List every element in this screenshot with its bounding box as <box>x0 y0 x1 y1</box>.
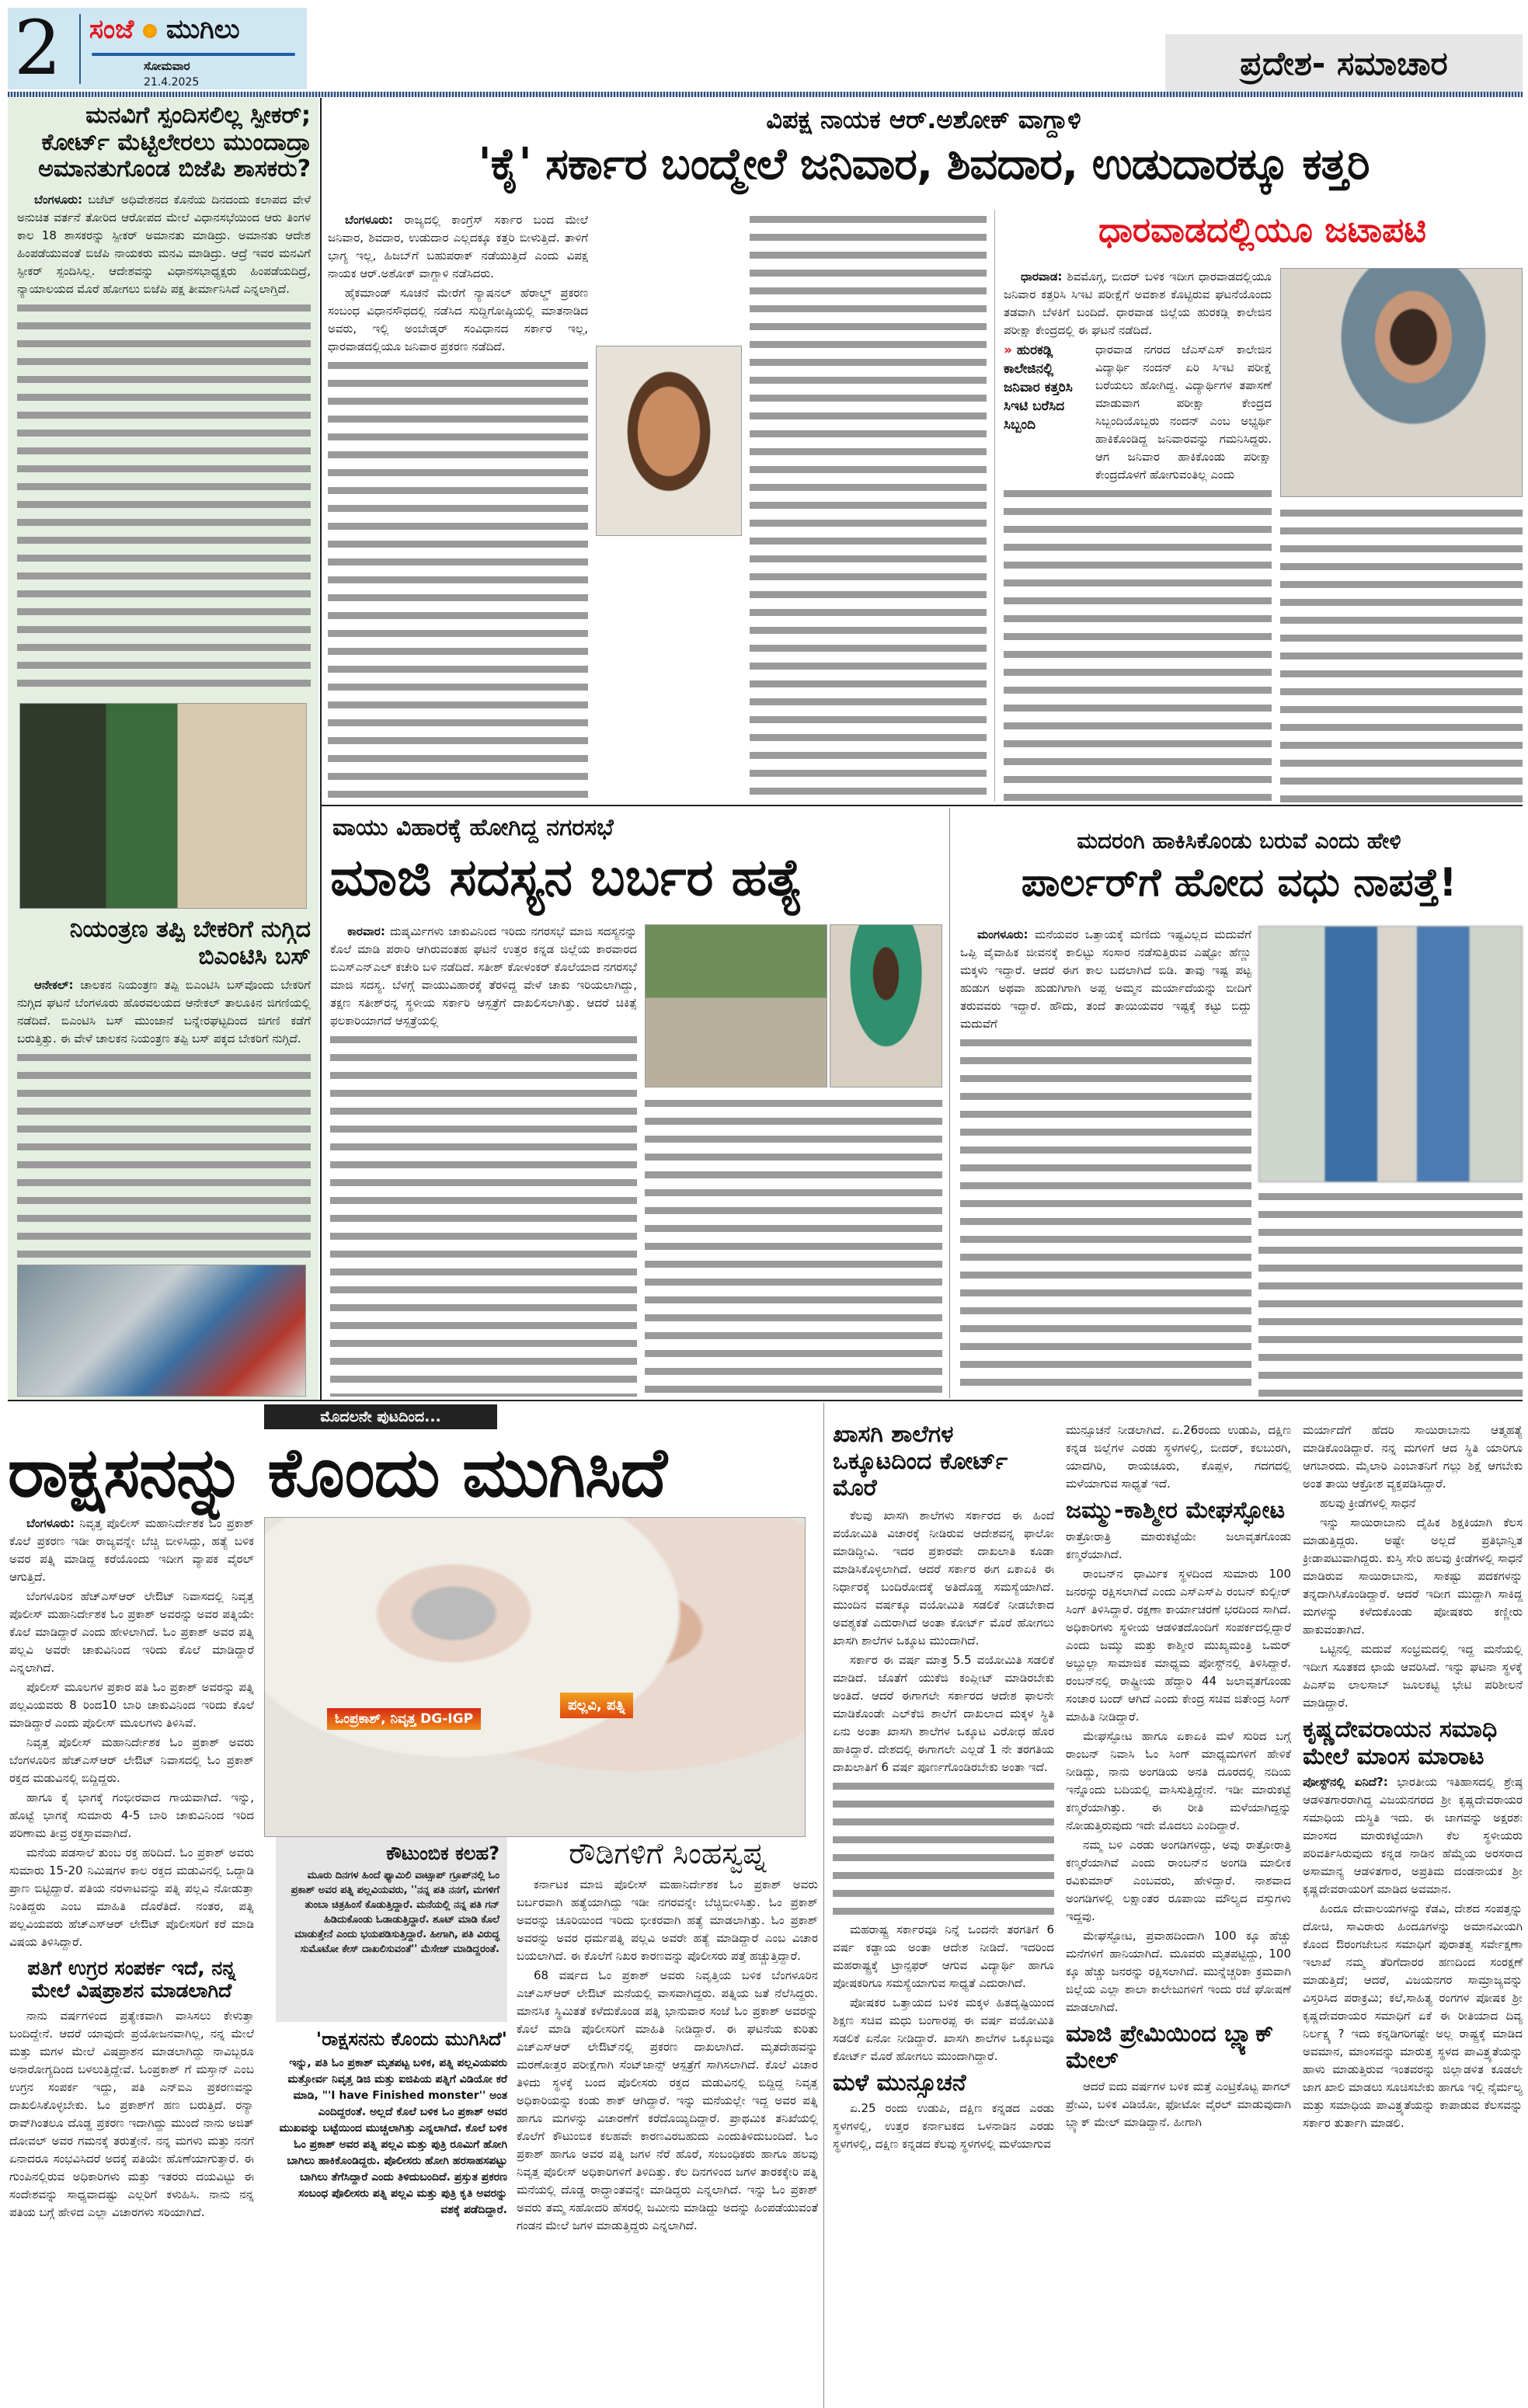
body-paragraph: ಸರ್ಕಾರ ಈ ವರ್ಷ ಮಾತ್ರ 5.5 ವಯೋಮಿತಿ ಸಡಲಿಕೆ ಮಾಡಿದೆ. ಜೊತೆಗೆ ಯುಕೆಜಿ ಕಂಪ್ಲೀಟ್ ಮಾಡಿರಬೇಕು ಅಂತಿದೆ. ಆದರೆ ಈಗಾಗಲೇ ಸರ್ಕಾರದ ಆದೇಶ ಫಾಲನೇ ಮಾಡಿಕೊಂಡೇ ಎಲ್‌ಕೆಜಿ ಶಾಲೆಗೆ ದಾಖಲಾದ ಮಕ್ಕಳ ಸ್ಥಿತಿ ಏನು ಅಂತಾ ಖಾಸಗಿ ಶಾಲೆಗಳ ಒಕ್ಕೂಟ ವಿರೋಧ ಹೊರ ಹಾಕಿದ್ದಾರೆ. ದೇಶದಲ್ಲಿ ಈಗಾಗಲೇ ಎಲ್ಲಡೆ 1 ನೇ ತರಗತಿಯ ದಾಖಲಾತಿಗೆ 6 ವರ್ಷ ಪೂರ್ಣಗೊಂಡಿರಬೇಕು ಅಂತಾ ಇದೆ. <box>833 1652 1054 1774</box>
body-paragraph: ನಾನು ವರ್ಷಗಳಿಂದ ಪ್ರತ್ಯೇಕವಾಗಿ ವಾಸಿಸಲು ಕೇಳುತ್ತಾ ಬಂದಿದ್ದೇನೆ. ಆದರೆ ಯಾವುದೇ ಪ್ರಯೋಜನವಾಗಿಲ್ಲ, ನನ್ನ ಮೇಲೆ ಮತ್ತು ಮಗಳ ಮೇಲೆ ವಿಷಪ್ರಾಶನ ಮಾಡಲಾಗಿದ್ದು ನಾವಿಬ್ಬರೂ ಅನಾರೋಗ್ಯದಿಂದ ಬಳಲುತ್ತಿದ್ದೇವೆ. ಓಂಪ್ರಕಾಶ್ ಗೆ ಮಸ್ತಾನ್ ಎಂಬ ಉಗ್ರನ ಸಂಪರ್ಕ ಇದ್ದು, ಪತಿ ಎನ್‌ಐಎ ಪ್ರಕರಣವನ್ನು ದಾಖಲಿಸಿಕೊಳ್ಳಬೇಕು. ಓಂ ಪ್ರಕಾಶ್‌ಗೆ ಹಣ ಬರುತ್ತಿದೆ. ರನ್ಯಾ ರಾವ್‌ಗಿಂತಲೂ ದೊಡ್ಡ ಪ್ರಕರಣ ಇದಾಗಿದ್ದು ಮುಂದೆ ನಾನು ಅಜಿತ್ ದೋವಲ್ ಅವರ ಗಮನಕ್ಕೆ ತರುತ್ತೇನೆ. ನನ್ನ ಮಗಳು ಮತ್ತು ನನಗೆ ಏನಾದರೂ ಸಂಭವಿಸಿದರೆ ಅದಕ್ಕೆ ಪತಿಯೇ ಹೊಣೆಯಾಗುತ್ತಾರೆ. ಈ ಗುಂಪಿನಲ್ಲಿರುವ ಅಧಿಕಾರಿಗಳು ಮತ್ತು ಇತರರು ದಯವಿಟ್ಟು ಈ ಸಂದೇಶವನ್ನು ಸಾಧ್ಯವಾದಷ್ಟು ಎಲ್ಲರಿಗೆ ಕಳುಹಿಸಿ. ನಾನು ನನ್ನ ಪತಿಯ ಬಗ್ಗೆ ಹೇಳಿದ ಎಲ್ಲಾ ವಿಚಾರಗಳು ಸರಿಯಾಗಿದೆ. <box>9 2008 254 2219</box>
headline: ಮನವಿಗೆ ಸ್ಪಂದಿಸಲಿಲ್ಲ ಸ್ಪೀಕರ್; ಕೋರ್ಟ್ ಮೆಟ್ಟಿಲೇರಲು ಮುಂದಾದ್ರಾ ಅಮಾನತುಗೊಂಡ ಬಿಜೆಪಿ ಶಾಸಕರು? <box>38 103 311 183</box>
photo-label-om-prakash: ಓಂಪ್ರಕಾಶ್, ನಿವೃತ್ತ DG-IGP <box>327 1708 481 1730</box>
cloudburst-headline: ಜಮ್ಮು-ಕಾಶ್ಮೀರ ಮೇಘಸ್ಫೋಟ <box>1066 1497 1286 1524</box>
body-paragraph: 68 ವರ್ಷದ ಓಂ ಪ್ರಕಾಶ್ ಅವರು ನಿವೃತ್ತಿಯ ಬಳಿಕ ಬೆಂಗಳೂರಿನ ಎಚ್‌ಎಸ್‌ಆರ್ ಲೇಔಟ್ ಮನೆಯಲ್ಲಿ ವಾಸವಾಗಿದ್ದರು. ಪತ್ನಿಯ ಜತೆ ನೆಲೆಸಿದ್ದರು. ಮಾನಸಿಕ ಸ್ಥಿಮಿತತೆ ಕಳೆದುಕೊಂಡ ಪತ್ನಿ ಭಾನುವಾರ ಸಂಜೆ ಓಂ ಪ್ರಕಾಶ್ ಅವರನ್ನು ಕೊಲೆ ಮಾಡಿ ಪೊಲೀಸರಿಗೆ ಮಾಹಿತಿ ನೀಡಿದ್ದಾರೆ. ಈ ಘಟನೆಯ ಕುರಿತು ಎಚ್‌ಎಸ್‌ಆರ್ ಲೇಔಟ್‌ನಲ್ಲಿ ಪ್ರಕರಣ ದಾಖಲಾಗಿದೆ. ಮೃತದೇಹವನ್ನು ಮರಣೋತ್ತರ ಪರೀಕ್ಷೆಗಾಗಿ ಸೆಂಟ್‌ಜಾನ್ಸ್ ಆಸ್ಪತ್ರೆಗೆ ಸಾಗಿಸಲಾಗಿದೆ. ಕೊಲೆ ವಿಚಾರ ತಿಳಿದು ಸ್ಥಳಕ್ಕೆ ಬಂದ ಪೊಲೀಸರು ರಕ್ತದ ಮಡುವಿನಲ್ಲಿ ಬಿದ್ದಿದ್ದ ನಿವೃತ್ತ ಅಧಿಕಾರಿಯನ್ನು ಕಂಡು ಶಾಕ್ ಆಗಿದ್ದಾರೆ. ಇನ್ನು ಮನೆಯಲ್ಲೇ ಇದ್ದ ಅವರ ಪತ್ನಿ ಹಾಗೂ ಮಗಳನ್ನು ವಿಚಾರಣೆಗೆ ಕರೆದೊಯ್ಯಿದಿದ್ದಾರೆ. ಪ್ರಾಥಮಿಕ ತನಿಖೆಯಲ್ಲಿ ಕೊಲೆಗೆ ಕೌಟುಂಬಿಕ ಕಲಹವೇ ಕಾರಣವಿರಬಹುದು ಎಂದುತಿಳಿದುಬಂದಿದೆ. ಓಂ ಪ್ರಕಾಶ್ ಹಾಗೂ ಅವರ ಪತ್ನಿ ಜಗಳ ನೆರೆ ಹೊರೆ, ಸಂಬಂಧಿಕರು ಹಾಗೂ ಹಲವು ನಿವೃತ್ತ ಪೊಲೀಸ್ ಅಧಿಕಾರಿಗಳಿಗೆ ತಿಳಿದಿತ್ತು. ಕೆಲ ದಿನಗಳಿಂದ ಜಗಳ ತಾರಕಕ್ಕೇರಿ ಪತ್ನಿ ಮನೆಯಲ್ಲಿ ದೊಡ್ಡ ರಾದ್ಧಾಂತವನ್ನೇ ಮಾಡಿದ್ದರು ಎನ್ನಲಾಗಿದೆ. ಇನ್ನು ಓಂ ಪ್ರಕಾಶ್ ಅವರು ತಮ್ಮ ಸಹೋದರಿ ಹೆಸರಲ್ಲಿ ಜಮೀನು ಮಾಡಿದ್ದು ಅದನ್ನು ಹಿಂಪಡೆಯುವಂತೆ ಗಂಡನ ಮೇಲೆ ಜಗಳ ಮಾಡುತ್ತಿದ್ದರು ಎನ್ನಲಾಗಿದೆ. <box>517 1968 818 2232</box>
body-text-continued <box>330 1032 637 1397</box>
logo-part-1: ಸಂಜೆ <box>89 14 134 45</box>
dharwad-body-col-2 <box>1280 505 1523 802</box>
murder-body-col-1 <box>330 923 637 1397</box>
logo <box>89 14 240 45</box>
date: 21.4.2025 <box>144 76 200 89</box>
body-paragraph: ಬೆಂಗಳೂರಿನ ಹೆಚ್‌ಎಸ್‌ಆರ್ ಲೇಔಟ್ ನಿವಾಸದಲ್ಲಿ ನಿವೃತ್ತ ಪೊಲೀಸ್ ಮಹಾನಿರ್ದೇಶಕ ಓಂ ಪ್ರಕಾಶ್ ಅವರನ್ನು ಅವರ ಪತ್ನಿಯೇ ಕೊಲೆ ಮಾಡಿದ್ದಾರೆ ಎಂದು ಹೇಳಲಾಗಿದೆ. ಓಂ ಪ್ರಕಾಶ್ ಅವರ ಪತ್ನಿ ಪಲ್ಲವಿ ಅವರೇ ಚಾಕುವಿನಿಂದ ಇರಿದು ಕೊಲೆ ಮಾಡಿದ್ದಾರೆ ಎನ್ನಲಾಗಿದೆ. <box>9 1589 254 1675</box>
bride-body-col-1 <box>960 926 1251 1397</box>
lead-body-col-2 <box>750 211 987 802</box>
body-text <box>17 191 311 298</box>
body-paragraph: ನಿವೃತ್ತ ಪೊಲೀಸ್ ಮಹಾನಿರ್ದೇಶಕ ಓಂ ಪ್ರಕಾಶ್ ಅವರು ಬೆಂಗಳೂರಿನ ಹೆಚ್‌ಎಸ್‌ಆರ್ ಲೇಔಟ್ ನಿವಾಸದಲ್ಲಿ ಓಂ ಪ್ರಕಾಶ್ ರಕ್ತದ ಮಡುವಿನಲ್ಲಿ ಬಿದ್ದಿದ್ದರು. <box>9 1735 254 1785</box>
body-paragraph: ದುಷ್ಕರ್ಮಿಗಳು ಚಾಕುವಿನಿಂದ ಇರಿದು ನಗರಸಭೆ ಮಾಜಿ ಸದಸ್ಯನನ್ನು ಕೊಲೆ ಮಾಡಿ ಪರಾರಿ ಆಗಿರುವಂತಹ ಘಟನೆ ಉತ್ತರ ಕನ್ನಡ ಜಿಲ್ಲೆಯ ಕಾರವಾರದ ಬಿಎಸ್‌ಎನ್‌ಎಲ್ ಕಚೇರಿ ಬಳಿ ನಡೆದಿದೆ. ಸತೀಶ್ ಕೋಳಂಕರ್ ಕೊಲೆಯಾದ ನಗರಸಭೆ ಮಾಜಿ ಸದಸ್ಯ. ಬೆಳಗ್ಗೆ ವಾಯುವಿಹಾರಕ್ಕೆ ತೆರಳಿದ್ದ ವೇಳೆ ಚಾಕು ಇರಿಯಲಾಗಿದ್ದು, ತಕ್ಷಣ ಸತೀಶ್‌ರನ್ನ ಸ್ಥಳೀಯ ಸರ್ಕಾರಿ ಆಸ್ಪತ್ರೆಗೆ ದಾಖಲಿಸಲಾಗಿತ್ತು. ಆದರೆ ಚಿಕಿತ್ಸೆ ಫಲಕಾರಿಯಾಗದೆ ಆಸ್ಪತ್ರೆಯಲ್ಲಿ <box>330 924 637 1028</box>
dateline: ಆನೇಕಲ್: <box>34 978 74 992</box>
body-text-continued <box>17 300 311 694</box>
crime-scene-photo <box>645 924 827 1087</box>
column-rule <box>949 808 950 1398</box>
body-text-continued <box>750 211 987 802</box>
continuation-headline: ರಾಕ್ಷಸನನ್ನು ಕೊಂದು ಮುಗಿಸಿದೆ <box>8 1432 667 1512</box>
dateline: ಪೋಸ್ಟ್‌ನಲ್ಲಿ ಏನಿದೆ?: <box>1303 1775 1388 1789</box>
body-text <box>330 923 637 1030</box>
sub-headline: ರೌಡಿಗಳಿಗೆ ಸಿಂಹಸ್ವಪ್ನ <box>569 1837 766 1870</box>
dateline: ಕಾರವಾರ: <box>347 924 385 938</box>
callout-box <box>1004 341 1089 485</box>
body-paragraph: ಇನ್ನು, ಪತಿ ಓಂ ಪ್ರಕಾಶ್ ಮೃತಪಟ್ಟ ಬಳಿಕ, ಪತ್ನಿ ಪಲ್ಲವಿಯವರು ಮತ್ತೋರ್ವ ನಿವೃತ್ತ ಡಿಜಿ ಮತ್ತು ಐಜಿಪಿಯ ಪತ್ನಿಗೆ ವಿಡಿಯೋ ಕರೆ ಮಾಡಿ, "'I have Finished monster'' ಅಂತ ಎಂದಿದ್ದರಂತೆ. ಅಲ್ಲದೆ ಕೊಲೆ ಬಳಿಕ ಓಂ ಪ್ರಕಾಶ್ ಅವರ ಮುಖವನ್ನು ಬಟ್ಟೆಯಿಂದ ಮುಚ್ಚಲಾಗಿತ್ತು ಎನ್ನಲಾಗಿದೆ. ಕೊಲೆ ಬಳಿಕ ಓಂ ಪ್ರಕಾಶ್ ಅವರ ಪತ್ನಿ ಪಲ್ಲವಿ ಮತ್ತು ಪುತ್ರಿ ರೂಮಿಗೆ ಹೋಗಿ ಬಾಗಿಲು ಹಾಕಿಕೊಂಡಿದ್ದರು. ಪೊಲೀಸರು ಹೋಗಿ ಹರಸಾಹಸಪಟ್ಟು ಬಾಗಿಲು ತೆಗೆಸಿದ್ದಾರೆ ಎಂದು ತಿಳಿದುಬಂದಿದೆ. ಪ್ರಸ್ತುತ ಪ್ರಕರಣ ಸಂಬಂಧ ಪೊಲೀಸರು ಪತ್ನಿ ಪಲ್ಲವಿ ಮತ್ತು ಪುತ್ರಿ ಕೃತಿ ಅವರನ್ನು ವಶಕ್ಕೆ ಪಡೆದಿದ್ದಾರೆ. <box>279 2056 507 2216</box>
body-text <box>328 211 588 283</box>
body-paragraph: ಶಿವಮೊಗ್ಗ, ಬೀದರ್ ಬಳಿಕ ಇದೀಗ ಧಾರವಾಡದಲ್ಲಿಯೂ ಜನಿವಾರ ಕತ್ತರಿಸಿ ಸಿಇಟಿ ಪರೀಕ್ಷೆಗೆ ಅವಕಾಶ ಕೊಟ್ಟಿರುವ ಘಟನೆಯೊಂದು ತಡವಾಗಿ ಬೆಳಕಿಗೆ ಬಂದಿದೆ. ಧಾರವಾಡ ಜಿಲ್ಲೆಯ ಹುರಕಡ್ಲಿ ಕಾಲೇಜಿನ ಪರೀಕ್ಷಾ ಕೇಂದ್ರದಲ್ಲಿ ಈ ಘಟನೆ ನಡೆದಿದೆ. <box>1004 270 1272 337</box>
dateline: ಮಂಗಳೂರು: <box>977 927 1029 941</box>
dateline: ಬೆಂಗಳೂರು: <box>345 213 394 227</box>
body-text-continued <box>833 1778 1054 1921</box>
body-paragraph: ಹೈಕಮಾಂಡ್ ಸೂಚನೆ ಮೇರೆಗೆ ನ್ಯಾಷನಲ್ ಹೆರಾಲ್ಡ್ ಪ್ರಕರಣ ಸಂಬಂಧ ವಿಧಾನಸೌಧದಲ್ಲಿ ನಡೆಸಿದ ಸುದ್ದಿಗೋಷ್ಠಿಯಲ್ಲಿ ಮಾತನಾಡಿದ ಅವರು, ಇಲ್ಲಿ ಅಂಬೇಡ್ಕರ್ ಸಂವಿಧಾನದ ಸರ್ಕಾರ ಇಲ್ಲ, ಧಾರವಾಡದಲ್ಲಿಯೂ ಜನಿವಾರ ಪ್ರಕರಣ ನಡೆದಿದೆ. <box>328 286 588 353</box>
rowdy-sub-story <box>517 1837 818 2406</box>
body-paragraph: ಮನೆಯ ಪಡಸಾಲೆ ತುಂಬ ರಕ್ತ ಹರಿದಿದೆ. ಓಂ ಪ್ರಕಾಶ್ ಅವರು ಸುಮಾರು 15-20 ನಿಮಿಷಗಳ ಕಾಲ ರಕ್ತದ ಮಡುವಿನಲ್ಲಿ ಒದ್ದಾಡಿ ಪ್ರಾಣ ಬಿಟ್ಟಿದ್ದಾರೆ. ಪತಿಯ ನರಳಾಟವನ್ನು ಪತ್ನಿ ಪಲ್ಲವಿ ನೋಡುತ್ತಾ ನಿಂತಿದ್ದರು ಎಂಬ ಮಾಹಿತಿ ದೊರೆತಿದೆ. ನಂತರ, ಪತ್ನಿ ಪಲ್ಲವಿಯವರು ಹೆಚ್‌ಎಸ್‌ಆರ್ ಲೇಔಟ್ ಪೊಲೀಸರಿಗೆ ಕರೆ ಮಾಡಿ ವಿಷಯ ತಿಳಿಸಿದ್ದಾರೆ. <box>9 1846 254 1949</box>
body-paragraph: ನಿವೃತ್ತ ಪೊಲೀಸ್ ಮಹಾನಿರ್ದೇಶಕ ಓಂ ಪ್ರಕಾಶ್ ಕೊಲೆ ಪ್ರಕರಣ ಇಡೀ ರಾಜ್ಯವನ್ನೇ ಬೆಚ್ಚಿ ಬೀಳಿಸಿದ್ದು, ಹತ್ಯೆ ಬಳಿಕ ಅವರ ಪತ್ನಿ ಮಾಡಿದ್ದ ಕರೆಯೊಂದು ಇದೀಗ ವ್ಯಾಪಕ ವೈರಲ್ ಆಗುತ್ತಿದೆ. <box>9 1516 254 1584</box>
body-text <box>960 926 1251 1033</box>
blackmail-headline: ಮಾಜಿ ಪ್ರೇಮಿಯಿಂದ ಬ್ಲ್ಯಾಕ್ ಮೇಲ್ <box>1066 2020 1274 2074</box>
rain-headline: ಮಳೆ ಮುನ್ಸೂಚನೆ <box>833 2069 966 2097</box>
body-paragraph: ಹಾಗೂ ಕೈ ಭಾಗಕ್ಕೆ ಗಂಭೀರವಾದ ಗಾಯವಾಗಿದೆ. ಇನ್ನು, ಹೊಟ್ಟೆ ಭಾಗಕ್ಕೆ ಸುಮಾರು 4-5 ಬಾರಿ ಚಾಕುವಿನಿಂದ ಇರಿದ ಪರಿಣಾಮ ತೀವ್ರ ರಕ್ತಸ್ರಾವವಾಗಿದೆ. <box>9 1790 254 1840</box>
body-paragraph: ಧಾರವಾಡ ನಗರದ ಜೆಎಸ್‌ಎಸ್ ಕಾಲೇಜಿನ ವಿದ್ಯಾರ್ಥಿ ನಂದನ್ ಏರಿ ಸಿಇಟಿ ಪರೀಕ್ಷೆ ಬರೆಯಲು ಹೋಗಿದ್ದ. ವಿದ್ಯಾರ್ಥಿಗಳ ತಪಾಸಣೆ ಮಾಡುವಾಗ ಪರೀಕ್ಷಾ ಕೇಂದ್ರದ ಸಿಬ್ಬಂದಿಯೊಬ್ಬರು ನಂದನ್ ಎಂಬ ಅಭ್ಯರ್ಥಿ ಹಾಕಿಕೊಂಡಿದ್ದ ಜನಿವಾರವನ್ನು ಗಮನಿಸಿದ್ದರು. ಆಗ ಜನಿವಾರ ಹಾಕಿಕೊಂಡು ಪರೀಕ್ಷಾ ಕೇಂದ್ರದೊಳಗೆ ಹೋಗುವಂತಿಲ್ಲ ಎಂದು <box>1095 343 1272 482</box>
body-paragraph: ಪೊಲೀಸ್ ಮೂಲಗಳ ಪ್ರಕಾರ ಪತಿ ಓಂ ಪ್ರಕಾಶ್ ಅವರನ್ನು ಪತ್ನಿ ಪಲ್ಲವಿಯವರು 8 ರಿಂದ10 ಬಾರಿ ಚಾಕುವಿನಿಂದ ಇರಿದು ಕೊಲೆ ಮಾಡಿದ್ದಾರೆ ಎಂದು ಪೊಲೀಸ್ ಮೂಲಗಳು ತಿಳಿಸಿವೆ. <box>9 1680 254 1730</box>
divider <box>79 14 81 84</box>
sub-headline: ಪತಿಗೆ ಉಗ್ರರ ಸಂಪರ್ಕ ಇದೆ, ನನ್ನ ಮೇಲೆ ವಿಷಪ್ರಾಶನ ಮಾಡಲಾಗಿದೆ <box>27 1957 236 2002</box>
callout-text: ಹುರಕಡ್ಲಿ ಕಾಲೇಜಿನಲ್ಲಿ ಜನಿವಾರ ಕತ್ತರಿಸಿ ಸಿಇಟಿ ಬರೆಸಿದ ಸಿಬ್ಬಂದಿ <box>1004 343 1073 433</box>
continuation-kicker: ಮೊದಲನೇ ಪುಟದಿಂದ... <box>264 1404 497 1429</box>
dharwad-headline: ಧಾರವಾಡದಲ್ಲಿಯೂ ಜಟಾಪಟಿ <box>1098 211 1427 250</box>
murder-headline: ಮಾಜಿ ಸದಸ್ಯನ ಬರ್ಬರ ಹತ್ಯೆ <box>330 847 803 907</box>
body-paragraph: ರಾತ್ರೋರಾತ್ರಿ ಮಾರುಕಟ್ಟೆಯೇ ಜಲಾವೃತಗೊಂಡು ಕಣ್ಮರೆಯಾಗಿದೆ. <box>1066 1529 1291 1561</box>
masthead <box>8 5 307 92</box>
body-text-continued <box>1004 485 1272 802</box>
body-text-continued <box>17 1049 311 1258</box>
body-paragraph: ಬಜೆಟ್ ಅಧಿವೇಶನದ ಕೊನೆಯ ದಿನದಂದು ಕಲಾಪದ ವೇಳೆ ಅನುಚಿತ ವರ್ತನೆ ತೋರಿದ ಆರೋಪದ ಮೇಲೆ ವಿಧಾನಸಭೆಯಿಂದ ಆರು ತಿಂಗಳ ಕಾಲ 18 ಶಾಸಕರನ್ನು ಸ್ಪೀಕರ್ ಅಮಾನತು ಮಾಡಿದ್ರು. ಅಮಾನತು ಆದೇಶ ಹಿಂಪಡೆಯುವಂತೆ ಬಿಜೆಪಿ ನಾಯಕರು ಮನವಿ ಮಾಡಿದ್ರು. ಆದ್ರೆ ಇವರ ಮನವಿಗೆ ಸ್ಪೀಕರ್ ಸ್ಪಂದಿಸಿಲ್ಲ. ಆದೇಶವನ್ನು ವಿಧಾನಸಭಾಧ್ಯಕ್ಷರು ಹಿಂಪಡೆಯದಿದ್ರೆ, ನ್ಯಾಯಾಲಯದ ಮೊರೆ ಹೋಗಲು ಬಿಜೆಪಿ ಪಕ್ಷ ತೀರ್ಮಾನಿಸಿದೆ ಎನ್ನಲಾಗ್ತಿದೆ. <box>17 192 311 296</box>
body-paragraph: ಒಟ್ಟಿನಲ್ಲಿ ಮದುವೆ ಸಂಭ್ರಮದಲ್ಲಿ ಇದ್ದ ಮನೆಯಲ್ಲಿ ಇದೀಗ ಸೂತಕದ ಛಾಯೆ ಆವರಿಸಿದೆ. ಇನ್ನು ಘಟನಾ ಸ್ಥಳಕ್ಕೆ ಪಿಎಸ್‌ಐ ಲಾಲಸಾಬ್ ಜೂಲಕಟ್ಟಿ ಭೇಟಿ ಪರಿಶೀಲನೆ ಮಾಡಿದ್ದಾರೆ. <box>1303 1642 1523 1710</box>
student-photo <box>1280 268 1523 497</box>
logo-part-2: ಮುಗಿಲು <box>166 14 240 45</box>
bus-accident-photo <box>17 1265 306 1397</box>
body-paragraph: ಮುನ್ಸೂಚನೆ ನೀಡಲಾಗಿದೆ. ಏ.26ರಂದು ಉಡುಪಿ, ದಕ್ಷಿಣ ಕನ್ನಡ ಜಿಲ್ಲೆಗಳ ಎರಡು ಸ್ಥಳಗಳಲ್ಲಿ, ಬೀದರ್, ಕಲಬುರಗಿ, ಯಾದಗಿರಿ, ರಾಯಚೂರು, ಕೊಪ್ಪಳ, ಗದಗದಲ್ಲಿ ಮಳೆಯಾಗುವ ಸಾಧ್ಯತೆ ಇದೆ. <box>1066 1423 1291 1491</box>
lead-body-col-1 <box>328 211 588 802</box>
bride-headline: ಪಾರ್ಲರ್‌ಗೆ ಹೋದ ವಧು ನಾಪತ್ತೆ! <box>1021 860 1457 905</box>
body-paragraph: ಆದರೆ ಐದು ವರ್ಷಗಳ ಬಳಿಕ ಮತ್ತೆ ಎಂಟ್ರಿಕೊಟ್ಟ ಪಾಗಲ್ ಪ್ರೇಮಿ, ಬಳಿಕ ವಿಡಿಯೋ, ಫೋಟೋ ವೈರಲ್ ಮಾಡುವುದಾಗಿ ಬ್ಲ್ಯಾಕ್ ಮೇಲ್ ಮಾಡಿದ್ದಾನೆ. ಹೀಗಾಗಿ <box>1066 2079 1291 2129</box>
body-paragraph: ಇನ್ನು ಸಾಯಿರಾಬಾನು ದೈಹಿಕ ಶಿಕ್ಷಕಿಯಾಗಿ ಕೆಲಸ ಮಾಡುತ್ತಿದ್ದರು. ಅಷ್ಟೇ ಅಲ್ಲದೆ ಪ್ರತಿಭಾನ್ವಿತ ಕ್ರೀಡಾಪಟುವಾಗಿದ್ದರು. ಕುಸ್ತಿ ಸೇರಿ ಹಲವು ಕ್ರೀಡೆಗಳಲ್ಲಿ ಸಾಧನೆ ಮಾಡಿರುವ ಸಾಯಿರಾಬಾನು, ಸಾಕಷ್ಟು ಪದಕಗಳನ್ನು ತನ್ನದಾಗಿಸಿಕೊಂಡಿದ್ದಾರೆ. ಆದರೆ ಇದೀಗ ಮುದ್ದಾಗಿ ಸಾಕಿದ್ದ ಮಗಳನ್ನು ಕಳೆದುಕೊಂಡು ಪೋಷಕರು ಕಣ್ಣೀರು ಹಾಕುವಂತಾಗಿದೆ. <box>1303 1515 1523 1637</box>
body-paragraph: ನಮ್ಮ ಬಳಿ ಎರಡು ಅಂಗಡಿಗಳಿದ್ದು, ಅವು ರಾತ್ರೋರಾತ್ರಿ ಕಣ್ಮರೆಯಾಗಿವೆ ಎಂದು ರಾಂಬನ್‌ನ ಅಂಗಡಿ ಮಾಲೀಕ ರವಿಕುಮಾರ್ ಎಂಬವರು, ಹೇಳಿದ್ದಾರೆ. ನಾಶವಾದ ಅಂಗಡಿಗಳಲ್ಲಿ ಲಕ್ಷಾಂತರ ರೂಪಾಯಿ ಮೌಲ್ಯದ ವಸ್ತುಗಳು ಇದ್ದವು. <box>1066 1837 1291 1923</box>
column-rule <box>994 210 995 802</box>
right-col-3 <box>1303 1421 1523 2406</box>
body-paragraph: ಭಾರತೀಯ ಇತಿಹಾಸದಲ್ಲಿ ಶ್ರೇಷ್ಠ ಆಡಳಿತಗಾರರಾಗಿದ್ದ ವಿಜಯನಗರದ ಶ್ರೀ ಕೃಷ್ಣದೇವರಾಯರ ಸಮಾಧಿಯ ದುಸ್ಥಿತಿ ಇದು. ಈ ಜಾಗವನ್ನು ಅಕ್ಷರಶಃ ಮಾಂಸದ ಮಾರುಕಟ್ಟೆಯಾಗಿ ಕೆಲ ಸ್ಥಳೀಯರು ಪರಿವರ್ತಿಸಿರುವುದು ಕನ್ನಡ ನಾಡಿನ ಹೆಮ್ಮೆಯ ಅರಸರಾದ ಅಸಾಮಾನ್ಯ ಆಡಳಿತಗಾರ, ಅಪ್ರತಿಮ ದಂಡನಾಯಕ ಶ್ರೀ ಕೃಷ್ಣದೇವರಾಯರಿಗೆ ಮಾಡಿದ ಅವಮಾನ. <box>1303 1775 1523 1896</box>
lead-kicker: ವಿಪಕ್ಷ ನಾಯಕ ಆರ್.ಅಶೋಕ್ ವಾಗ್ದಾಳಿ <box>766 105 1081 134</box>
dateline: ಬೆಂಗಳೂರು: <box>34 192 83 207</box>
body-text <box>9 1515 254 1586</box>
body-paragraph: ಮನೆಯವರ ಒತ್ತಾಯಕ್ಕೆ ಮಣಿದು ಇಷ್ಟವಿಲ್ಲದ ಮದುವೆಗೆ ಒಪ್ಪಿ ವೈವಾಹಿಕ ಜೀವನಕ್ಕೆ ಕಾಲಿಟ್ಟು ಸಂಸಾರ ನಡೆಸುತ್ತಿರುವ ಎಷ್ಟೋ ಹೆಣ್ಣು ಮಕ್ಕಳು ಇದ್ದಾರೆ. ಆದರೆ ಈಗ ಕಾಲ ಬದಲಾಗಿದೆ ಬಿಡಿ. ತಾವು ಇಷ್ಟ ಪಟ್ಟ ಹುಡುಗ ಅಥವಾ ಹುಡುಗಿಗಾಗಿ ಅಪ್ಪ ಅಮ್ಮನ ಮರ್ಯಾದೆಯನ್ನು ಬೀದಿಗೆ ತರುವವರು ಇದ್ದಾರೆ. ಹೌದು, ತಂದೆ ತಾಯಿಯವರ ಇಷ್ಟಕ್ಕೆ ಕಟ್ಟು ಬಿದ್ದು ಮದುವೆಗೆ <box>960 927 1251 1031</box>
sidebar-body: ಮೂರು ದಿನಗಳ ಹಿಂದೆ ಫ್ಯಾಮಿಲಿ ವಾಟ್ಸಾಪ್ ಗ್ರೂಪ್‌ನಲ್ಲಿ ಓಂ ಪ್ರಕಾಶ್ ಅವರ ಪತ್ನಿ ಪಲ್ಲವಿಯವರು, ''ನನ್ನ ಪತಿ ನನಗೆ, ಮಗಳಿಗೆ ತುಂಬಾ ಚಿತ್ರಹಿಂಸೆ ಕೊಡುತ್ತಿದ್ದಾರೆ. ಮನೆಯಲ್ಲಿ ನನ್ನ ಪತಿ ಗನ್ ಹಿಡಿದುಕೊಂಡು ಓಡಾಡುತ್ತಿದ್ದಾರೆ. ಶೂಟ್ ಮಾಡಿ ಕೊಲೆ ಮಾಡುತ್ತೇನೆ ಎಂದು ಭಯಪಡಿಸುತ್ತಿದ್ದಾರೆ. ಹೀಗಾಗಿ, ಪತಿ ವಿರುದ್ಧ ಸುಮೊಟೋ ಕೇಸ್ ದಾಖಲಿಸುವಂತೆ'' ಮೆಸೇಜ್ ಮಾಡಿದ್ದರಂತೆ. <box>291 1869 499 1955</box>
section-label: ಪ್ರದೇಶ- ಸಮಾಚಾರ <box>1165 34 1523 93</box>
bride-body-col-2 <box>1258 1188 1523 1397</box>
section-rule <box>322 805 1523 806</box>
tomb-headline: ಕೃಷ್ಣದೇವರಾಯನ ಸಮಾಧಿ ಮೇಲೆ ಮಾಂಸ ಮಾರಾಟ <box>1303 1716 1498 1770</box>
right-col-2 <box>1066 1421 1291 2406</box>
column-rule <box>320 98 322 1401</box>
right-col-1 <box>833 1421 1054 2406</box>
bride-kicker: ಮದರಂಗಿ ಹಾಕಿಸಿಕೊಂಡು ಬರುವೆ ಎಂದು ಹೇಳಿ <box>1077 828 1401 854</box>
body-paragraph: ರಾಜ್ಯದಲ್ಲಿ ಕಾಂಗ್ರೆಸ್ ಸರ್ಕಾರ ಬಂದ ಮೇಲೆ ಜನಿವಾರ, ಶಿವದಾರ, ಉಡುದಾರ ಎಲ್ಲದಕ್ಕೂ ಕತ್ತರಿ ಬೀಳುತ್ತಿದೆ. ತಾಳಿಗೆ ಭಾಗ್ಯ ಇಲ್ಲ, ಹಿಜಬ್‌ಗೆ ಬಹುಪರಾಕ್ ನಡೆಯುತ್ತಿದೆ ಎಂದು ವಿಪಕ್ಷ ನಾಯಕ ಆರ್.ಅಶೋಕ್ ವಾಗ್ದಾಳಿ ನಡೆಸಿದರು. <box>328 213 588 280</box>
headline: ನಿಯಂತ್ರಣ ತಪ್ಪಿ ಬೇಕರಿಗೆ ನುಗ್ಗಿದ ಬಿಎಂಟಿಸಿ ಬಸ್ <box>69 917 311 970</box>
dharwad-body-col-1 <box>1004 268 1272 802</box>
body-paragraph: ಹಿಂದೂ ದೇವಾಲಯಗಳನ್ನು ಕೆಡವಿ, ದೇಶದ ಸಂಪತ್ತನ್ನು ದೋಚಿ, ಸಾವಿರಾರು ಹಿಂದೂಗಳನ್ನು ಅಮಾನವೀಯಗಿ ಕೊಂದ ಔರಂಗಜೇಬನ ಸಮಾಧಿಗೆ ಪುರಾತತ್ವ ಸರ್ವೇಕ್ಷಣಾ ಇಲಾಖೆ ನಮ್ಮ ತೆರಿಗೆದಾರರ ಹಣದಿಂದ ಸಂರಕ್ಷಣೆ ಮಾಡುತ್ತಿದೆ; ಆದರೆ, ವಿಜಯನಗರ ಸಾಮ್ರಾಜ್ಯವನ್ನು ವಿಸ್ತರಿಸಿದ ಪರಾಕ್ರಮಿ; ಕಲೆ,ಸಾಹಿತ್ಯ ರಂಗಗಳ ಪೋಷಕ ಶ್ರೀ ಕೃಷ್ಣದೇವರಾಯರ ಸಮಾಧಿಗೆ ಏಕೆ ಈ ರೀತಿಯಾದ ದಿವ್ಯ ನಿರ್ಲಕ್ಷ್ಯ ? ಇದು ಕನ್ನಡಿಗರಿಗಷ್ಟೇ ಅಲ್ಲ ರಾಷ್ಟ್ರಕ್ಕೆ ಮಾಡಿದ ಅವಮಾನ, ಮಾಂಸವನ್ನು ಮಾರುತ್ತ ಸ್ಥಳದ ಪಾವಿತ್ರ್ಯತೆಯನ್ನು ಹಾಳು ಮಾಡುತ್ತಿರುವ ಇಂತವರನ್ನು ಜಿಲ್ಲಾಡಳಿತ ಕೂಡಲೇ ಜಾಗ ಖಾಲಿ ಮಾಡಲು ಸೂಚಿಸಬೇಕು ಹಾಗೂ ಇಲ್ಲಿ ನೈರ್ಮಲ್ಯ ಮತ್ತು ಸಮಾಧಿಯ ಪಾವಿತ್ರ್ಯತೆಯನ್ನು ಕಾಪಾಡುವ ಕೆಲಸವನ್ನು ಸರ್ಕಾರ ತುರ್ತಾಗಿ ಮಾಡಲಿ. <box>1303 1902 1523 2130</box>
assembly-photo <box>19 703 307 909</box>
body-paragraph: ಪೋಷಕರ ಒತ್ತಾಯದ ಬಳಿಕ ಮಕ್ಕಳ ಹಿತದೃಷ್ಟಿಯಿಂದ ಶಿಕ್ಷಣ ಸಚಿವ ಮಧು ಬಂಗಾರಪ್ಪ ಈ ವರ್ಷ ವಯೋಮಿತಿ ಸಡಲಿಕೆ ಏನೋ ನೀಡಿದ್ದಾರೆ. ಖಾಸಗಿ ಶಾಲೆಗಳ ಒಕ್ಕೂಟವೂ ಕೋರ್ಟ್ ಮೊರೆ ಹೋಗಲು ಮುಂದಾಗಿದ್ದಾರೆ. <box>833 1995 1054 2063</box>
header-rule <box>8 92 1523 97</box>
murder-body-col-2 <box>645 1095 942 1397</box>
body-text-continued <box>645 1095 942 1397</box>
callout-row <box>1004 341 1272 485</box>
body-text <box>1004 268 1272 339</box>
continuation-body-col <box>9 1515 254 2406</box>
schools-headline: ಖಾಸಗಿ ಶಾಲೆಗಳ ಒಕ್ಕೂಟದಿಂದ ಕೋರ್ಟ್ ಮೊರೆ <box>833 1421 1008 1502</box>
body-paragraph: ಚಾಲಕನ ನಿಯಂತ್ರಣ ತಪ್ಪಿ ಬಿಎಂಟಿಸಿ ಬಸ್‌ವೊಂದು ಬೇಕರಿಗೆ ನುಗ್ಗಿದ ಘಟನೆ ಬೆಂಗಳೂರು ಹೊರವಲಯದ ಆನೇಕಲ್ ತಾಲೂಕಿನ ಜಿಗಣಿಯಲ್ಲಿ ನಡೆದಿದೆ. ಬಿಎಂಟಿಸಿ ಬಸ್ ಮುಂಜಾನೆ ಬನ್ನೇರಘಟ್ಟದಿಂದ ಜಿಗಣಿ ಕಡೆಗೆ ಬರುತ್ತಿತ್ತು. ಈ ವೇಳೆ ಚಾಲಕನ ನಿಯಂತ್ರಣ ತಪ್ಪಿ ಬಸ್ ಪಕ್ಕದ ಬೇಕರಿಗೆ ನುಗ್ಗಿದೆ. <box>17 978 311 1046</box>
monster-sub-story <box>276 2029 507 2406</box>
body-paragraph: ಕರ್ನಾಟಕ ಮಾಜಿ ಪೊಲೀಸ್ ಮಹಾನಿರ್ದೇಶಕ ಓಂ ಪ್ರಕಾಶ್ ಅವರು ಬರ್ಬರವಾಗಿ ಹತ್ಯೆಯಾಗಿದ್ದು ಇಡೀ ನಗರವನ್ನೇ ಬೆಚ್ಚಿಬೀಳಿಸಿತ್ತು. ಓಂ ಪ್ರಕಾಶ್ ಅವರನ್ನು ಚೂರಿಯಿಂದ ಇರಿದು ಭೀಕರವಾಗಿ ಹತ್ಯೆ ಮಾಡಲಾಗಿತ್ತು. ಓಂ ಪ್ರಕಾಶ್ ಅವರನ್ನು ಅವರ ಧರ್ಮಪತ್ನಿ ಪಲ್ಲವಿ ಅವರೇ ಹತ್ಯೆ ಮಾಡಿದ್ದಾರೆ ಎಂಬ ವಿಚಾರ ಬಯಲಾಗಿದೆ. ಈ ಕೊಲೆಗೆ ನಿಖರ ಕಾರಣವನ್ನು ಪೊಲೀಸರು ಪತ್ತೆ ಹಚ್ಚುತ್ತಿದ್ದಾರೆ. <box>517 1877 818 1963</box>
page-number: 2 <box>14 5 62 92</box>
dateline: ಧಾರವಾಡ: <box>1021 270 1063 284</box>
sun-icon <box>143 24 157 38</box>
body-paragraph: ಕೆಲವು ಖಾಸಗಿ ಶಾಲೆಗಳು ಸರ್ಕಾರದ ಈ ಹಿಂದೆ ವಯೋಮಿತಿ ವಿಚಾರಕ್ಕೆ ನೀಡಿರುವ ಆದೇಶವನ್ನ ಫಾಲೋ ಮಾಡಿದ್ದೀವಿ. ಇದರ ಪ್ರಕಾರವೇ ದಾಖಲಾತಿ ಕೂಡಾ ಮಾಡಿಸಿಕೊಳ್ಳಲಾಗಿದೆ. ಆದರೆ ಸರ್ಕಾರ ಈಗ ಏಕಾಏಕಿ ಈ ನಿರ್ಧಾರಕ್ಕೆ ಬಂದಿರೋದಕ್ಕೆ ಅತಿದೊಡ್ಡ ಸಮಸ್ಯೆಯಾಗಿದೆ. ಮುಂದಿನ ವರ್ಷಕ್ಕೂ ವಯೋಮಿತಿ ಸಡಲಿಕೆ ನೀಡಬೇಕಾದ ಅವಶ್ಯಕತೆ ಎದುರಾಗಿದೆ ಅಂತಾ ಕೋರ್ಟ್ ಮೊರೆ ಹೋಗಲು ಖಾಸಗಿ ಶಾಲೆಗಳ ಒಕ್ಕೂಟ ಮುಂದಾಗಿದೆ. <box>833 1508 1054 1648</box>
r-ashok-photo <box>596 346 742 536</box>
body-paragraph: ಮರ್ಯಾದೆಗೆ ಹೆದರಿ ಸಾಯಿರಾಬಾನು ಆತ್ಮಹತ್ಯೆ ಮಾಡಿಕೊಂಡಿದ್ದಾರೆ. ನನ್ನ ಮಗಳಿಗೆ ಆದ ಸ್ಥಿತಿ ಯಾರಿಗೂ ಆಗಬಾರದು. ಮೈಲಾರಿ ಎಂಬಾತನಿಗೆ ಗಲ್ಲು ಶಿಕ್ಷೆ ಆಗಬೇಕು ಅಂತ ತಾಯಿ ಆಕ್ರೋಶ ವ್ಯಕ್ತಪಡಿಸಿದ್ದಾರೆ. <box>1303 1423 1523 1491</box>
photo-label-pallavi: ಪಲ್ಲವಿ, ಪತ್ನಿ <box>560 1693 633 1718</box>
body-text-continued <box>1258 1188 1523 1397</box>
body-paragraph: ಮೇಘಸ್ಫೋಟ ಹಾಗೂ ಏಕಾಏಕಿ ಮಳೆ ಸುರಿದ ಬಗ್ಗೆ ರಾಂಬನ್ ನಿವಾಸಿ ಓಂ ಸಿಂಗ್ ಮಾಧ್ಯಮಗಳಿಗೆ ಹೇಳಿಕೆ ನೀಡಿದ್ದು, ನಾನು ಅಂಗಡಿಯ ಅನತಿ ದೂರದಲ್ಲಿ ನದಿಯ ಇನ್ನೊಂದು ಬದಿಯಲ್ಲಿ ವಾಸಿಸುತ್ತಿದ್ದೇನೆ. ಇಡೀ ಮಾರುಕಟ್ಟೆ ಕಣ್ಮರೆಯಾಗಿತ್ತು. ಈ ರೀತಿ ಮಳೆಯಾಗಿದ್ದನ್ನು ನೋಡುತ್ತಿರುವುದು ಇದೇ ಮೊದಲು ಎಂದಿದ್ದಾರೆ. <box>1066 1728 1291 1832</box>
family-dispute-sidebar <box>276 1837 507 2022</box>
sub-headline: 'ರಾಕ್ಷಸನನು ಕೊಂದು ಮುಗಿಸಿದೆ' <box>315 2029 507 2050</box>
subhead: ಹಲವು ಕ್ರೀಡೆಗಳಲ್ಲಿ ಸಾಧನೆ <box>1320 1496 1416 1510</box>
section-rule <box>8 1400 1523 1401</box>
logo-underline <box>92 53 295 56</box>
chevron-icon: » <box>1004 343 1017 358</box>
murder-kicker: ವಾಯು ವಿಹಾರಕ್ಕೆ ಹೋಗಿದ್ದ ನಗರಸಭೆ <box>332 814 614 841</box>
column-rule <box>823 1403 824 2408</box>
couple-photo <box>1258 926 1523 1182</box>
left-story-1 <box>17 103 311 693</box>
body-paragraph: ಮೇಘಸ್ಫೋಟ, ಪ್ರವಾಹದಿಂದಾಗಿ 100 ಕ್ಕೂ ಹೆಚ್ಚು ಮನೆಗಳಿಗೆ ಹಾನಿಯಾಗಿದೆ. ಮೂವರು ಮೃತಪಟ್ಟಿದ್ದು, 100 ಕ್ಕೂ ಹೆಚ್ಚು ಜನರನ್ನು ರಕ್ಷಿಸಲಾಗಿದೆ. ಮುನ್ನೆಚ್ಚರಿಕಾ ಕ್ರಮವಾಗಿ ಜಿಲ್ಲೆಯ ಎಲ್ಲಾ ಶಾಲಾ ಕಾಲೇಜುಗಳಿಗೆ ಇಂದು ರಜೆ ಘೋಷಣೆ ಮಾಡಲಾಗಿದೆ. <box>1066 1928 1291 2014</box>
body-text-continued <box>328 357 588 802</box>
body-paragraph: ಮಹರಾಷ್ಟ್ರ ಸರ್ಕಾರವೂ ನಿನ್ನೆ ಒಂದನೇ ತರಗತಿಗೆ 6 ವರ್ಷ ಕಡ್ಡಾಯ ಅಂತಾ ಆದೇಶ ನೀಡಿದೆ. ಇದರಿಂದ ಮಹರಾಷ್ಟ್ರಕ್ಕೆ ಟ್ರಾನ್ಸಫರ್ ಆಗುವ ವಿದ್ಯಾರ್ಥಿ ಹಾಗೂ ಪೋಷಕರಿಗೂ ಸಮಸ್ಯೆಯಾಗುವ ಸಾಧ್ಯತೆ ಎದುರಾಗಿದೆ. <box>833 1922 1054 1990</box>
couple-photo-om-prakash <box>264 1517 806 1837</box>
body-text-continued <box>1280 505 1523 802</box>
body-text-continued <box>960 1035 1251 1397</box>
lead-headline: 'ಕೈ' ಸರ್ಕಾರ ಬಂದ್ಮೇಲೆ ಜನಿವಾರ, ಶಿವದಾರ, ಉಡುದಾರಕ್ಕೂ ಕತ್ತರಿ <box>478 139 1370 190</box>
body-paragraph: ರಾಂಬನ್‌ನ ಧಾರ್ಮಿಕ ಸ್ಥಳದಿಂದ ಸುಮಾರು 100 ಜನರನ್ನು ರಕ್ಷಿಸಲಾಗಿದೆ ಎಂದು ಎಸ್‌ಎಸ್‌ಪಿ ರಂಬನ್ ಕುಲ್ಬೀರ್ ಸಿಂಗ್ ತಿಳಿಸಿದ್ದಾರೆ. ರಕ್ಷಣಾ ಕಾರ್ಯಾಚರಣೆ ಭರದಿಂದ ಸಾಗಿದೆ. ಅಧಿಕಾರಿಗಳು ಸ್ಥಳೀಯ ಆಡಳಿತದೊಂದಿಗೆ ಸಂಪರ್ಕದಲ್ಲಿದ್ದಾರೆ ಎಂದು ಜಮ್ಮು ಮತ್ತು ಕಾಶ್ಮೀರ ಮುಖ್ಯಮಂತ್ರಿ ಒಮರ್ ಅಬ್ದುಲ್ಲಾ ಸಾಮಾಜಿಕ ಮಾಧ್ಯಮ ಪೋಸ್ಟ್‌ನಲ್ಲಿ ತಿಳಿಸಿದ್ದಾರೆ. ರಂಬನ್‌ನಲ್ಲಿ ರಾಷ್ಟ್ರೀಯ ಹೆದ್ದಾರಿ 44 ಜಲಾವೃತಗೊಂಡು ಸಂಚಾರ ಬಂದ್ ಆಗಿದೆ ಎಂದು ಕೇಂದ್ರ ಸಚಿವ ಜಿತೇಂದ್ರ ಸಿಂಗ್ ಮಾಹಿತಿ ನೀಡಿದ್ದಾರೆ. <box>1066 1566 1291 1724</box>
body-paragraph: ಏ.25 ರಂದು ಉಡುಪಿ, ದಕ್ಷಿಣ ಕನ್ನಡದ ಎರಡು ಸ್ಥಳಗಳಲ್ಲಿ, ಉತ್ತರ ಕರ್ನಾಟಕದ ಒಳನಾಡಿನ ಎರಡು ಸ್ಥಳಗಳಲ್ಲಿ, ದಕ್ಷಿಣ ಕನ್ನಡದ ಕೆಲವು ಸ್ಥಳಗಳಲ್ಲಿ ಮಳೆಯಾಗುವ <box>833 2101 1054 2151</box>
sidebar-headline: ಕೌಟುಂಬಿಕ ಕಲಹ? <box>386 1843 499 1864</box>
day: ಸೋಮವಾರ <box>144 59 190 73</box>
dateline: ಬೆಂಗಳೂರು: <box>26 1516 75 1530</box>
body-text <box>1303 1773 1523 1898</box>
victim-photo <box>830 924 942 1087</box>
left-story-2 <box>17 917 311 1258</box>
body-text <box>17 976 311 1048</box>
